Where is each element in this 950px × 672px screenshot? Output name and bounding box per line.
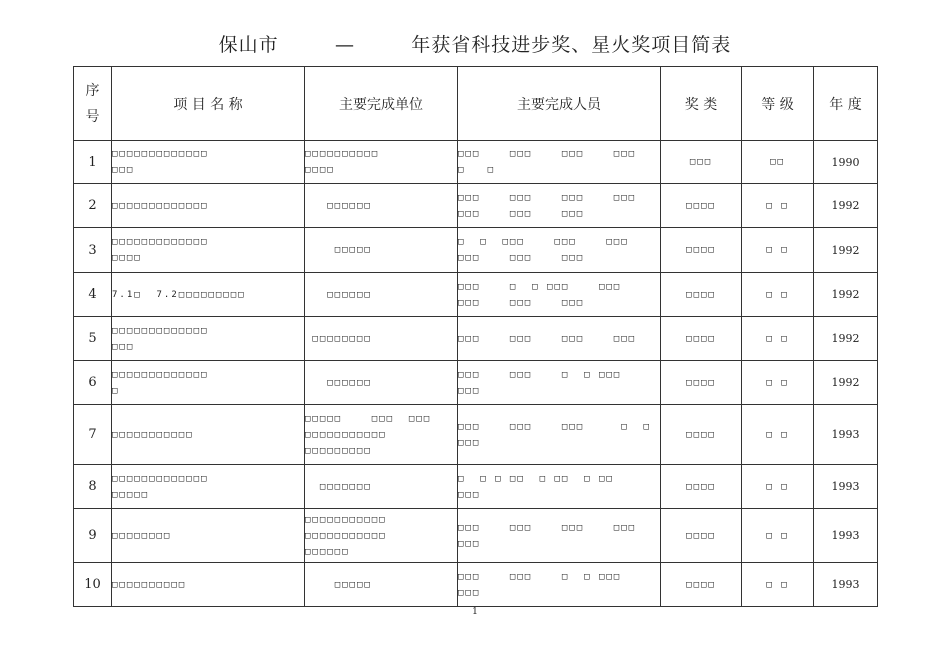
row-seq: 2 [74,184,112,228]
header-seq: 序 号 [74,67,112,141]
awards-table [73,66,878,607]
row-grade: □ □ [742,361,814,405]
table-body [74,141,878,607]
table-row [74,509,878,563]
row-unit: □□□□□□□□□□□ □□□□□□□□□□□ □□□□□□ [305,509,458,563]
table-row [74,361,878,405]
row-unit: □□□□□□ [305,361,458,405]
row-award: □□□□ [661,405,742,465]
row-project-name: □□□□□□□□□□□ [112,405,305,465]
row-people: □□□ □□□ □ □ □□□ □□□ [458,563,661,607]
row-people: □□□ □□□ □□□ □ □ □□□ [458,405,661,465]
row-grade: □ □ [742,228,814,273]
table-row [74,563,878,607]
table-row [74,317,878,361]
row-people: □ □ □□□ □□□ □□□ □□□ □□□ □□□ [458,228,661,273]
header-name: 项 目 名 称 [112,67,305,141]
row-people: □ □ □ □□ □ □□ □ □□ □□□ [458,465,661,509]
row-award: □□□□ [661,509,742,563]
row-year: 1992 [814,273,878,317]
row-grade: □ □ [742,273,814,317]
row-year: 1993 [814,405,878,465]
table-row [74,273,878,317]
row-award: □□□□ [661,228,742,273]
row-unit: □□□□□□□□□□ □□□□ [305,141,458,184]
row-project-name: □□□□□□□□□□□□□ □□□ [112,317,305,361]
row-unit: □□□□□□□ [305,465,458,509]
row-unit: □□□□□ [305,228,458,273]
header-award: 奖 类 [661,67,742,141]
header-row [74,67,878,141]
header-grade: 等 级 [742,67,814,141]
row-project-name: □□□□□□□□ [112,509,305,563]
row-unit: □□□□□□□□ [305,317,458,361]
header-people: 主要完成人员 [458,67,661,141]
row-unit: □□□□□□ [305,184,458,228]
table-row [74,465,878,509]
row-seq: 9 [74,509,112,563]
row-grade: □ □ [742,184,814,228]
row-year: 1992 [814,361,878,405]
row-year: 1993 [814,509,878,563]
row-seq: 4 [74,273,112,317]
row-seq: 1 [74,141,112,184]
row-seq: 8 [74,465,112,509]
row-grade: □ □ [742,465,814,509]
row-people: □□□ □ □ □□□ □□□ □□□ □□□ □□□ [458,273,661,317]
table-row [74,141,878,184]
row-seq: 6 [74,361,112,405]
page-title: 保山市 — 年获省科技进步奖、星火奖项目简表 [218,34,732,56]
row-year: 1992 [814,184,878,228]
row-grade: □ □ [742,317,814,361]
row-grade: □□ [742,141,814,184]
row-seq: 3 [74,228,112,273]
row-people: □□□ □□□ □ □ □□□ □□□ [458,361,661,405]
row-unit: □□□□□□ [305,273,458,317]
row-year: 1990 [814,141,878,184]
row-project-name: □□□□□□□□□□ [112,563,305,607]
row-grade: □ □ [742,405,814,465]
row-project-name: □□□□□□□□□□□□□ □□□□□ [112,465,305,509]
row-seq: 7 [74,405,112,465]
table-row [74,228,878,273]
page-number: 1 [472,607,478,617]
row-project-name: 7.1□ 7.2□□□□□□□□□ [112,273,305,317]
table-row [74,184,878,228]
row-seq: 5 [74,317,112,361]
row-award: □□□□ [661,273,742,317]
row-year: 1992 [814,317,878,361]
header-year: 年 度 [814,67,878,141]
row-seq: 10 [74,563,112,607]
row-project-name: □□□□□□□□□□□□□ [112,184,305,228]
row-people: □□□ □□□ □□□ □□□ □ □ [458,141,661,184]
row-award: □□□□ [661,465,742,509]
row-award: □□□□ [661,317,742,361]
row-project-name: □□□□□□□□□□□□□ □ [112,361,305,405]
row-year: 1993 [814,465,878,509]
row-project-name: □□□□□□□□□□□□□ □□□ [112,141,305,184]
row-year: 1993 [814,563,878,607]
row-project-name: □□□□□□□□□□□□□ □□□□ [112,228,305,273]
row-people: □□□ □□□ □□□ □□□ □□□ □□□ □□□ [458,184,661,228]
row-award: □□□□ [661,361,742,405]
table-row [74,405,878,465]
row-people: □□□ □□□ □□□ □□□ [458,317,661,361]
row-year: 1992 [814,228,878,273]
header-unit: 主要完成单位 [305,67,458,141]
row-award: □□□□ [661,563,742,607]
row-unit: □□□□□ [305,563,458,607]
row-grade: □ □ [742,509,814,563]
row-grade: □ □ [742,563,814,607]
row-award: □□□□ [661,184,742,228]
row-people: □□□ □□□ □□□ □□□ □□□ [458,509,661,563]
row-unit: □□□□□ □□□ □□□ □□□□□□□□□□□ □□□□□□□□□ [305,405,458,465]
row-award: □□□ [661,141,742,184]
